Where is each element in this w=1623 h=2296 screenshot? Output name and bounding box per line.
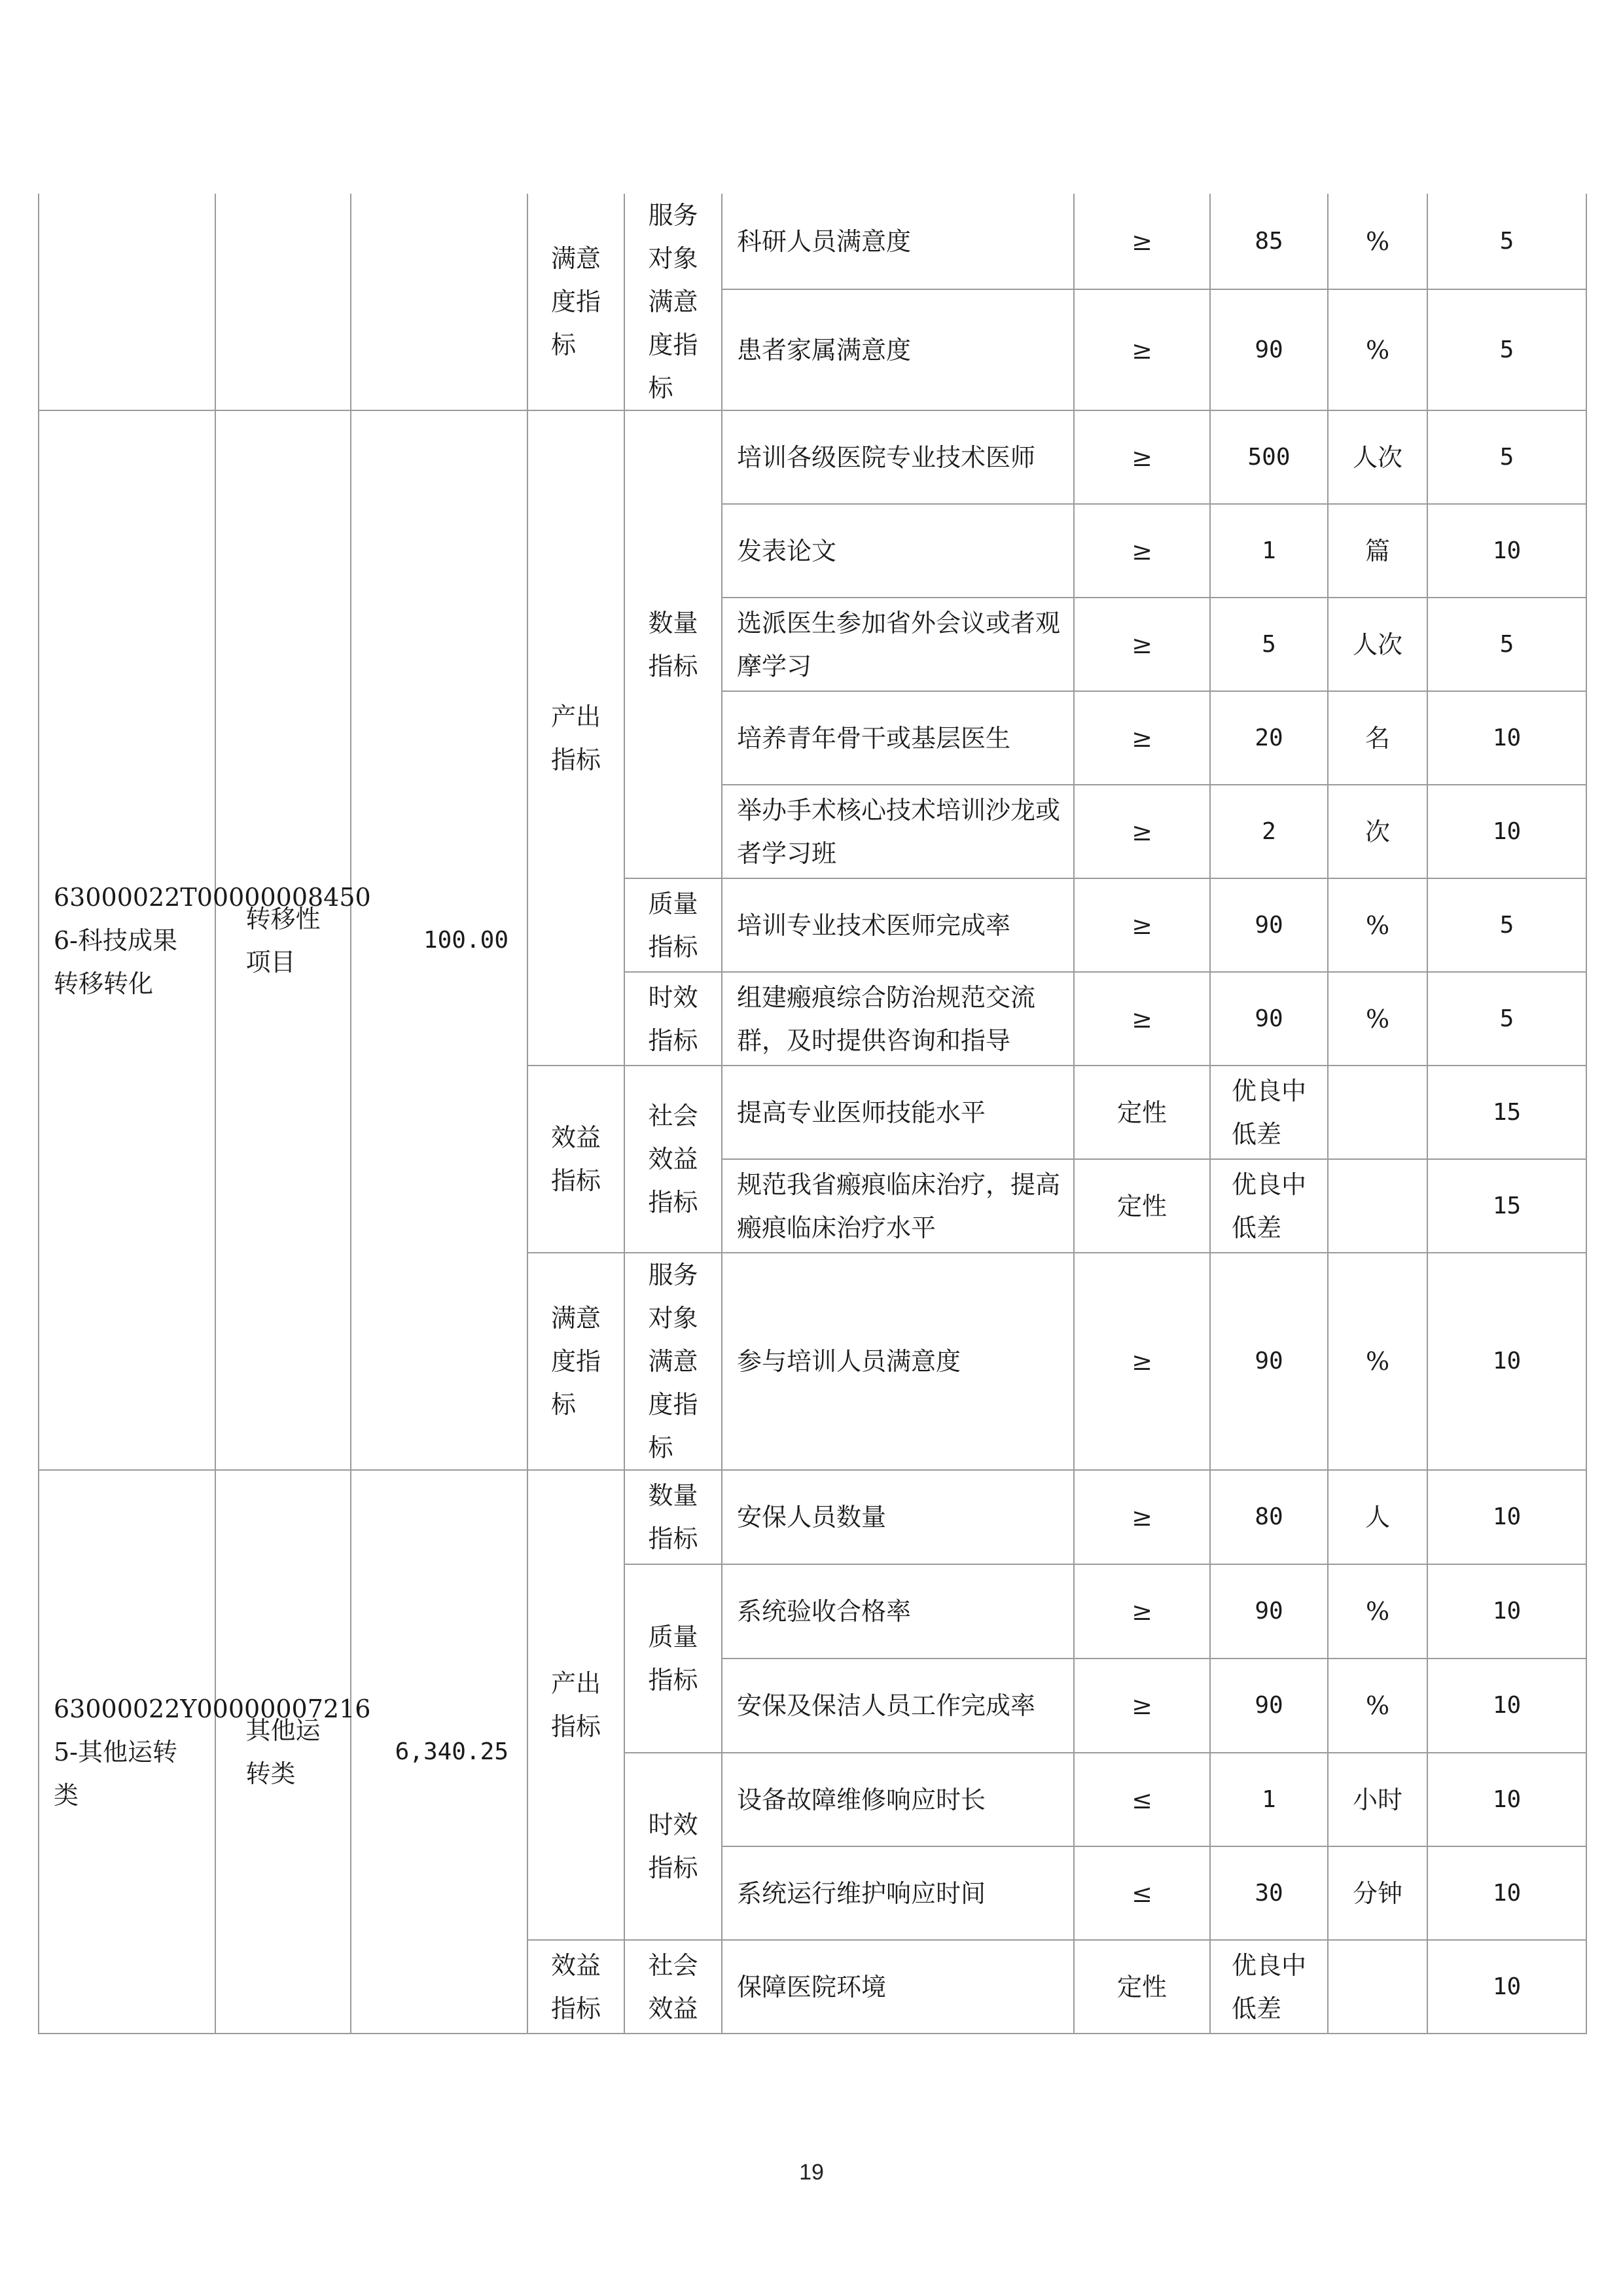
page-number: 19 [799,2160,824,2185]
score-cell: 5 [1427,194,1586,289]
level2-indicator: 社会效益指标 [624,1066,722,1253]
level2-indicator: 时效指标 [624,1753,722,1940]
project-type-cell: 其他运转类 [215,1470,351,2034]
level1-indicator: 满意度指标 [527,1253,624,1470]
level2-indicator: 服务对象满意度指标 [624,1253,722,1470]
target-value: 1 [1210,1753,1328,1846]
amount-cell: 100.00 [351,410,527,1470]
target-value: 90 [1210,1253,1328,1470]
target-value: 90 [1210,1564,1328,1659]
amount-cell: 6,340.25 [351,1470,527,2034]
target-value: 2 [1210,785,1328,878]
unit-cell: 人次 [1328,410,1427,504]
indicator-name: 培训各级医院专业技术医师 [722,410,1074,504]
score-cell: 10 [1427,1564,1586,1659]
operator-cell: ≥ [1074,1564,1210,1659]
indicator-name: 设备故障维修响应时长 [722,1753,1074,1846]
unit-cell: % [1328,1659,1427,1753]
performance-indicator-table [38,194,1587,2034]
level1-indicator: 产出指标 [527,1470,624,1940]
operator-cell: ≥ [1074,878,1210,972]
score-cell: 10 [1427,1253,1586,1470]
indicator-name: 安保人员数量 [722,1470,1074,1564]
level2-indicator: 数量指标 [624,1470,722,1564]
operator-cell: ≥ [1074,410,1210,504]
project-type-cell: 转移性项目 [215,410,351,1470]
unit-cell [1328,1940,1427,2034]
target-value: 1 [1210,504,1328,598]
score-cell: 15 [1427,1159,1586,1253]
unit-cell: 名 [1328,691,1427,785]
level2-indicator: 质量指标 [624,1564,722,1753]
indicator-name: 保障医院环境 [722,1940,1074,2034]
operator-cell: ≤ [1074,1846,1210,1940]
project-cell: 63000022T00000008450 6-科技成果转移转化 [39,410,215,1470]
indicator-name: 科研人员满意度 [722,194,1074,289]
target-value: 30 [1210,1846,1328,1940]
operator-cell: ≥ [1074,691,1210,785]
level2-indicator: 数量指标 [624,410,722,878]
score-cell: 5 [1427,598,1586,691]
score-cell: 10 [1427,1659,1586,1753]
level1-indicator: 效益指标 [527,1066,624,1253]
unit-cell: 次 [1328,785,1427,878]
target-value: 20 [1210,691,1328,785]
operator-cell: ≥ [1074,1470,1210,1564]
indicator-name: 培养青年骨干或基层医生 [722,691,1074,785]
unit-cell [1328,1066,1427,1159]
operator-cell: 定性 [1074,1159,1210,1253]
score-cell: 5 [1427,410,1586,504]
target-value: 90 [1210,878,1328,972]
level1-indicator: 效益指标 [527,1940,624,2034]
target-value: 90 [1210,972,1328,1066]
target-value: 90 [1210,1659,1328,1753]
target-value: 5 [1210,598,1328,691]
score-cell: 15 [1427,1066,1586,1159]
operator-cell: ≥ [1074,972,1210,1066]
project-type-cell [215,194,351,410]
project-cell: 63000022Y00000007216 5-其他运转类 [39,1470,215,2034]
target-value: 优良中低差 [1210,1066,1328,1159]
score-cell: 10 [1427,1470,1586,1564]
target-value: 500 [1210,410,1328,504]
unit-cell: 分钟 [1328,1846,1427,1940]
unit-cell: % [1328,972,1427,1066]
table-row [39,194,1586,289]
target-value: 优良中低差 [1210,1940,1328,2034]
operator-cell: ≥ [1074,1659,1210,1753]
target-value: 80 [1210,1470,1328,1564]
indicator-name: 选派医生参加省外会议或者观摩学习 [722,598,1074,691]
level2-indicator: 质量指标 [624,878,722,972]
score-cell: 5 [1427,289,1586,410]
target-value: 90 [1210,289,1328,410]
score-cell: 10 [1427,785,1586,878]
operator-cell: ≥ [1074,598,1210,691]
operator-cell: 定性 [1074,1940,1210,2034]
level2-indicator: 时效指标 [624,972,722,1066]
indicator-name: 规范我省瘢痕临床治疗，提高瘢痕临床治疗水平 [722,1159,1074,1253]
project-cell [39,194,215,410]
operator-cell: ≥ [1074,194,1210,289]
table-row [39,410,1586,504]
target-value: 优良中低差 [1210,1159,1328,1253]
score-cell: 5 [1427,972,1586,1066]
operator-cell: ≥ [1074,1253,1210,1470]
indicator-name: 系统验收合格率 [722,1564,1074,1659]
unit-cell: % [1328,1253,1427,1470]
score-cell: 10 [1427,504,1586,598]
target-value: 85 [1210,194,1328,289]
indicator-name: 发表论文 [722,504,1074,598]
indicator-name: 系统运行维护响应时间 [722,1846,1074,1940]
unit-cell: 人次 [1328,598,1427,691]
indicator-name: 组建瘢痕综合防治规范交流群，及时提供咨询和指导 [722,972,1074,1066]
level2-indicator: 服务对象满意度指标 [624,194,722,410]
table-row [39,1470,1586,1564]
operator-cell: ≤ [1074,1753,1210,1846]
unit-cell: 篇 [1328,504,1427,598]
operator-cell: 定性 [1074,1066,1210,1159]
indicator-name: 参与培训人员满意度 [722,1253,1074,1470]
unit-cell: % [1328,194,1427,289]
indicator-name: 患者家属满意度 [722,289,1074,410]
operator-cell: ≥ [1074,504,1210,598]
score-cell: 10 [1427,1846,1586,1940]
indicator-name: 培训专业技术医师完成率 [722,878,1074,972]
indicator-name: 提高专业医师技能水平 [722,1066,1074,1159]
level2-indicator: 社会效益 [624,1940,722,2034]
score-cell: 10 [1427,691,1586,785]
score-cell: 10 [1427,1753,1586,1846]
unit-cell: 小时 [1328,1753,1427,1846]
level1-indicator: 满意度指标 [527,194,624,410]
score-cell: 10 [1427,1940,1586,2034]
unit-cell [1328,1159,1427,1253]
unit-cell: % [1328,289,1427,410]
unit-cell: % [1328,1564,1427,1659]
unit-cell: 人 [1328,1470,1427,1564]
level1-indicator: 产出指标 [527,410,624,1066]
amount-cell [351,194,527,410]
score-cell: 5 [1427,878,1586,972]
operator-cell: ≥ [1074,785,1210,878]
indicator-name: 安保及保洁人员工作完成率 [722,1659,1074,1753]
operator-cell: ≥ [1074,289,1210,410]
indicator-name: 举办手术核心技术培训沙龙或者学习班 [722,785,1074,878]
unit-cell: % [1328,878,1427,972]
